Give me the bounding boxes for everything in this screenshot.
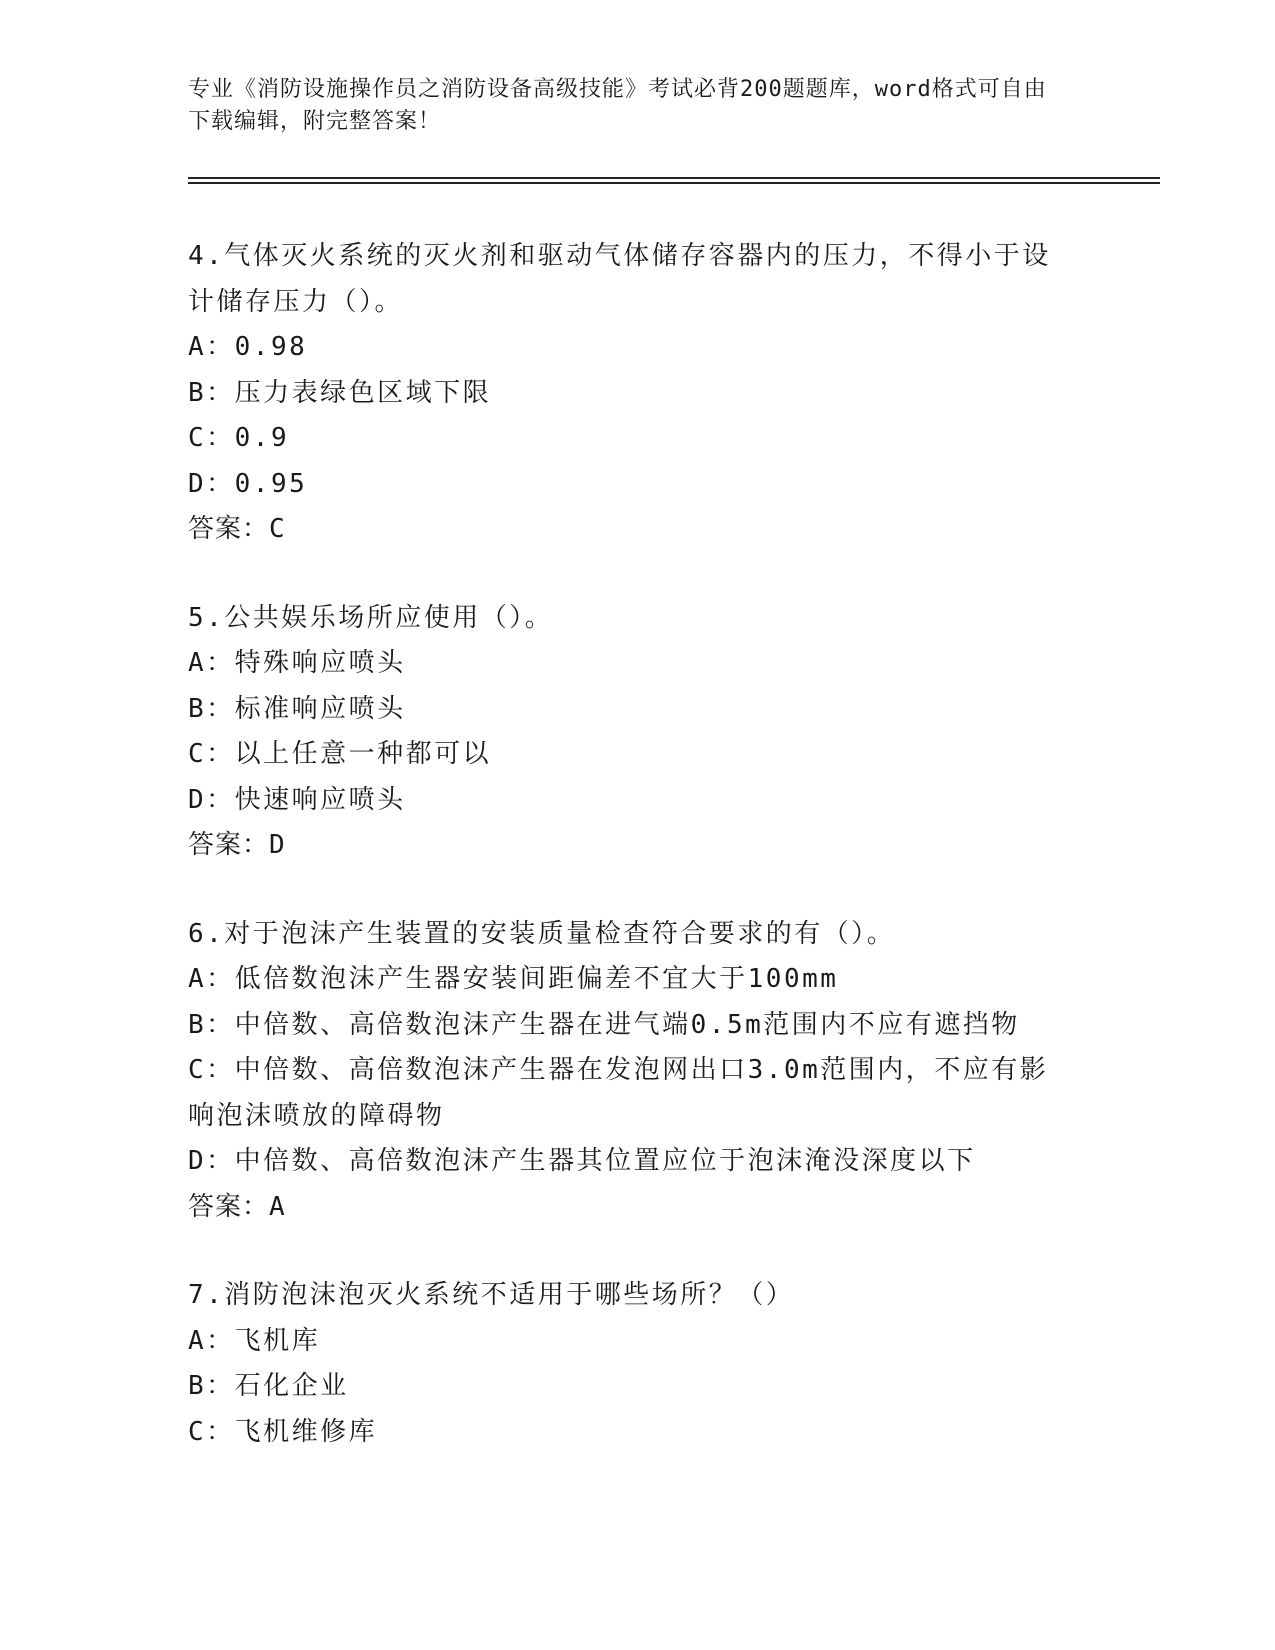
option-d: D：中倍数、高倍数泡沫产生器其位置应位于泡沫淹没深度以下: [188, 1146, 976, 1176]
option-b: B：标准响应喷头: [188, 693, 406, 724]
option-b: B：压力表绿色区域下限: [188, 377, 492, 408]
question-7: [188, 1273, 1068, 1455]
header-rule-bottom: [188, 182, 1160, 184]
question-5: [188, 596, 1068, 869]
option-a: A：特殊响应喷头: [188, 648, 406, 678]
question-text: 4.气体灭火系统的灭火剂和驱动气体储存容器内的压力，不得小于设计储存压力（）。: [188, 241, 1051, 317]
option-d: D：快速响应喷头: [188, 784, 406, 815]
option-c: C：飞机维修库: [188, 1416, 378, 1447]
answer-text: 答案：C: [188, 514, 286, 544]
document-header: 专业《消防设施操作员之消防设备高级技能》考试必背200题题库，word格式可自由下载编辑，附完整答案！: [188, 77, 1047, 134]
option-a: A：飞机库: [188, 1325, 321, 1356]
answer-text: 答案：D: [188, 830, 286, 860]
question-4: [188, 234, 1068, 553]
option-d: D：0.95: [188, 468, 308, 499]
question-text: 6.对于泡沫产生装置的安装质量检查符合要求的有（）。: [188, 918, 896, 949]
option-b: B：石化企业: [188, 1371, 349, 1401]
option-b: B：中倍数、高倍数泡沫产生器在进气端0.5m范围内不应有遮挡物: [188, 1009, 1020, 1040]
option-a: A：0.98: [188, 332, 308, 362]
option-c: C：以上任意一种都可以: [188, 739, 492, 769]
question-6: [188, 912, 1068, 1231]
option-c: C：中倍数、高倍数泡沫产生器在发泡网出口3.0m范围内，不应有影响泡沫喷放的障碍物: [188, 1055, 1049, 1131]
option-c: C：0.9: [188, 423, 290, 453]
question-text: 7.消防泡沫泡灭火系统不适用于哪些场所？（）: [188, 1280, 795, 1310]
question-list: [188, 234, 1068, 1498]
option-a: A：低倍数泡沫产生器安装间距偏差不宜大于100mm: [188, 964, 839, 994]
header-rule-top: [188, 177, 1160, 179]
question-text: 5.公共娱乐场所应使用（）。: [188, 602, 554, 633]
answer-text: 答案：A: [188, 1191, 286, 1222]
